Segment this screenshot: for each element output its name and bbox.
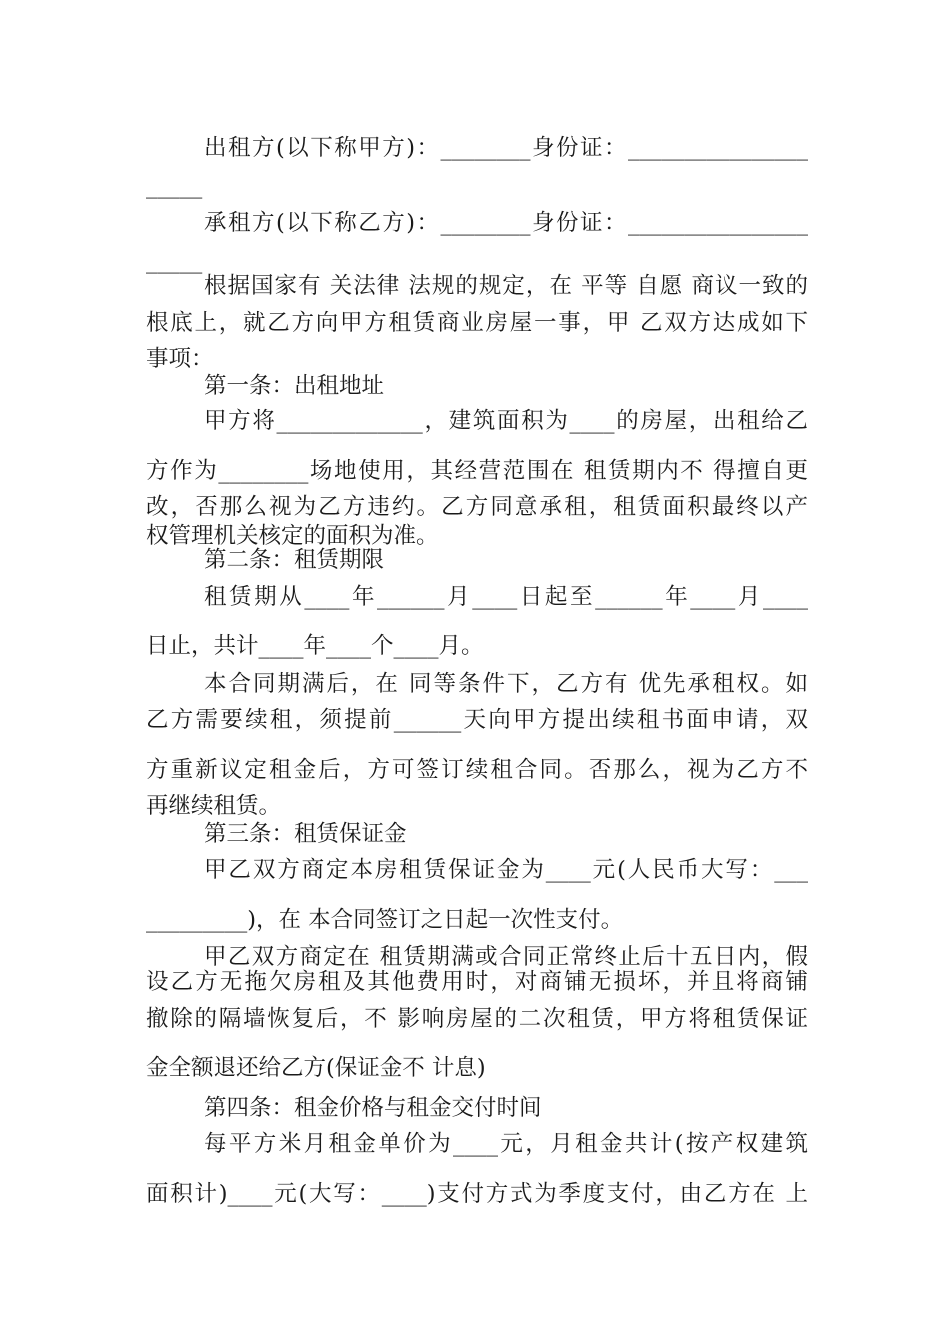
article-3-line: 金全额退还给乙方(保证金不 计息) xyxy=(146,1055,486,1081)
article-2-line: 本合同期满后，在 同等条件下，乙方有 优先承租权。如 xyxy=(204,671,808,697)
article-4-heading: 第四条：租金价格与租金交付时间 xyxy=(204,1095,542,1121)
preamble-line: 根底上，就乙方向甲方租赁商业房屋一事，甲 乙双方达成如下 xyxy=(146,310,808,336)
lessor-line-continued: _____ xyxy=(146,173,203,199)
article-3-line: 甲乙双方商定本房租赁保证金为____元(人民币大写：___ xyxy=(204,857,808,883)
article-3-heading: 第三条：租赁保证金 xyxy=(204,821,407,847)
article-3-line: 撤除的隔墙恢复后，不 影响房屋的二次租赁，甲方将租赁保证 xyxy=(146,1006,808,1032)
article-2-line: 再继续租赁。 xyxy=(146,793,282,819)
lessor-line: 出租方(以下称甲方)：________身份证：________________ xyxy=(204,135,808,161)
article-3-line: _________)，在 本合同签订之日起一次性支付。 xyxy=(146,907,624,933)
article-1-line: 甲方将_____________，建筑面积为____的房屋，出租给乙 xyxy=(204,408,808,434)
preamble-line: 事项： xyxy=(146,346,214,372)
article-3-line: 设乙方无拖欠房租及其他费用时，对商铺无损坏，并且将商铺 xyxy=(146,969,808,995)
article-3-line: 甲乙双方商定在 租赁期满或合同正常终止后十五日内，假 xyxy=(204,944,808,970)
article-4-line: 每平方米月租金单价为____元，月租金共计(按产权建筑 xyxy=(204,1131,808,1157)
article-4-line: 面积计)____元(大写：____)支付方式为季度支付，由乙方在 上 xyxy=(146,1181,808,1207)
article-1-line: 权管理机关核定的面积为准。 xyxy=(146,523,439,549)
article-1-line: 方作为________场地使用，其经营范围在 租赁期内不 得擅自更 xyxy=(146,458,808,484)
article-2-line: 方重新议定租金后，方可签订续租合同。否那么，视为乙方不 xyxy=(146,757,808,783)
article-2-line: 租赁期从____年______月____日起至______年____月____ xyxy=(204,584,808,610)
article-2-line: 乙方需要续租，须提前______天向甲方提出续租书面申请，双 xyxy=(146,707,808,733)
preamble-line: 根据国家有 关法律 法规的规定，在 平等 自愿 商议一致的 xyxy=(204,273,808,299)
article-1-line: 改，否那么视为乙方违约。乙方同意承租，租赁面积最终以产 xyxy=(146,494,808,520)
article-2-heading: 第二条：租赁期限 xyxy=(204,547,385,573)
lessee-line-continued: _____ xyxy=(146,248,203,274)
article-1-heading: 第一条：出租地址 xyxy=(204,373,385,399)
article-2-line: 日止，共计____年____个____月。 xyxy=(146,633,484,659)
lessee-line: 承租方(以下称乙方)：________身份证：________________ xyxy=(204,210,808,236)
